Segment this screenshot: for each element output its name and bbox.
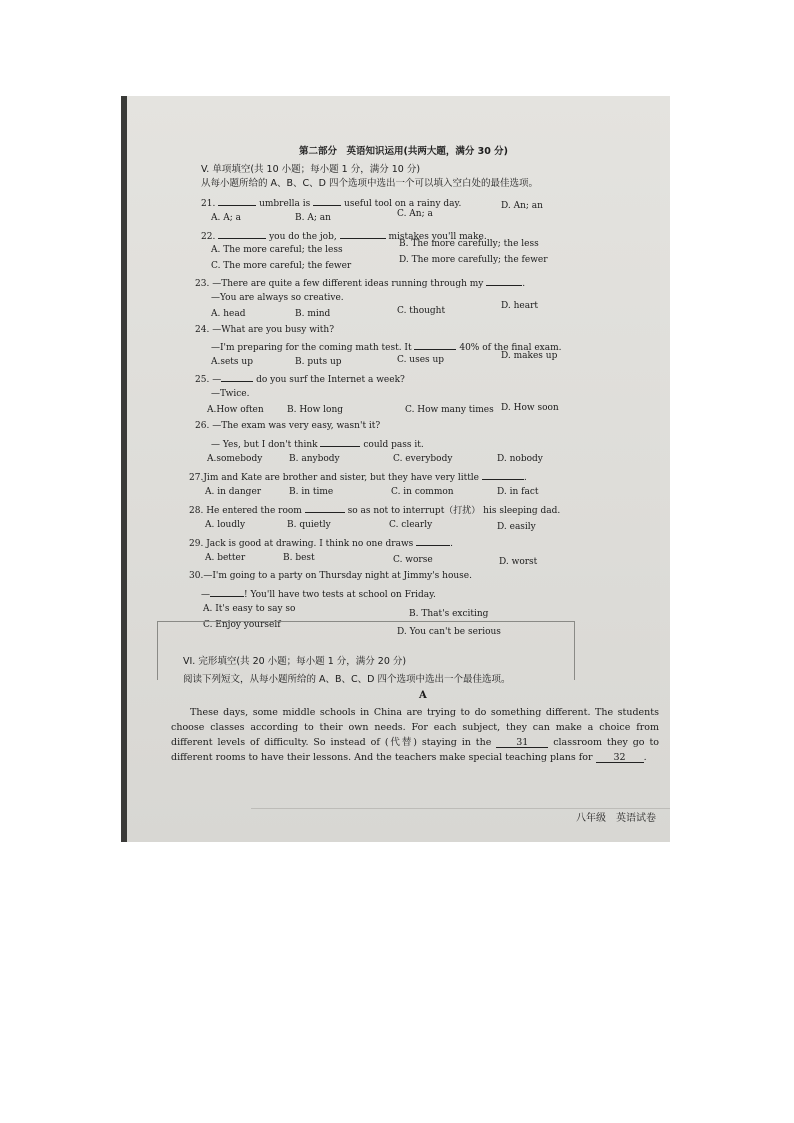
- option: C. everybody: [393, 454, 453, 464]
- option: C. How many times: [405, 405, 494, 415]
- option: D. heart: [501, 301, 539, 311]
- answer-blank: [320, 437, 360, 447]
- question-30: 30.—I'm going to a party on Thursday night at Jimmy's house.: [189, 571, 472, 581]
- answer-blank: [305, 503, 345, 513]
- cloze-blank-32: 32: [596, 750, 644, 763]
- option: A. The more careful; the less: [211, 245, 343, 255]
- answer-blank: [313, 196, 341, 206]
- cloze-blank-31: 31: [496, 735, 548, 748]
- section5-instruction: 从每小题所给的 A、B、C、D 四个选项中选出一个可以填入空白处的最佳选项。: [201, 178, 539, 189]
- question-24: 24. —What are you busy with?: [195, 325, 335, 335]
- option: C. uses up: [397, 355, 445, 365]
- option: C. Enjoy yourself: [203, 620, 281, 630]
- answer-blank: [414, 340, 456, 350]
- option: A. It's easy to say so: [203, 604, 296, 614]
- option: D. easily: [497, 522, 536, 532]
- answer-blank: [416, 536, 450, 546]
- question-25-reply: —Twice.: [211, 389, 250, 399]
- option: B. in time: [289, 487, 334, 497]
- question-27: 27.Jim and Kate are brother and sister, but they have very little .: [189, 470, 527, 484]
- answer-blank: [218, 229, 266, 239]
- question-24-reply: —I'm preparing for the coming math test. It 40% of the final exam.: [211, 340, 562, 354]
- question-25: 25. — do you surf the Internet a week?: [195, 372, 405, 386]
- option: D. worst: [499, 557, 538, 567]
- option: C. An; a: [397, 209, 433, 219]
- question-30-reply: — ! You'll have two tests at school on Friday.: [201, 587, 436, 601]
- option: A. in danger: [205, 487, 262, 497]
- option: A. better: [205, 553, 246, 563]
- photo-shadow-edge: [121, 96, 127, 842]
- question-26: 26. —The exam was very easy, wasn't it?: [195, 421, 381, 431]
- page-frame-box: [157, 621, 575, 680]
- option: C. worse: [393, 555, 433, 565]
- option: D. An; an: [501, 201, 543, 211]
- option: A. head: [211, 309, 246, 319]
- option: B. The more carefully; the less: [399, 239, 539, 249]
- section6-instruction: 阅读下列短文，从每小题所给的 A、B、C、D 四个选项中选出一个最佳选项。: [183, 674, 511, 685]
- option: C. clearly: [389, 520, 433, 530]
- section5-title: V. 单项填空(共 10 小题；每小题 1 分，满分 10 分): [201, 164, 421, 175]
- option: B. That's exciting: [409, 609, 489, 619]
- option: A. loudly: [205, 520, 246, 530]
- option: A.How often: [207, 405, 264, 415]
- option: D. makes up: [501, 351, 558, 361]
- question-23-reply: —You are always so creative.: [211, 293, 344, 303]
- question-22: 22. you do the job, mistakes you'll make.: [201, 229, 487, 243]
- answer-blank: [340, 229, 386, 239]
- option: B. A; an: [295, 213, 331, 223]
- page-footer: 八年级 英语试卷: [576, 813, 656, 824]
- question-29: 29. Jack is good at drawing. I think no one draws .: [189, 536, 453, 550]
- option: C. thought: [397, 306, 446, 316]
- section6-title: VI. 完形填空(共 20 小题；每小题 1 分，满分 20 分): [183, 656, 407, 667]
- option: C. The more careful; the fewer: [211, 261, 352, 271]
- option: A. A; a: [211, 213, 241, 223]
- option: D. You can't be serious: [397, 627, 501, 637]
- option: A.somebody: [207, 454, 263, 464]
- part-title: 第二部分 英语知识运用(共两大题，满分 30 分): [299, 146, 509, 157]
- answer-blank: [221, 372, 253, 382]
- cloze-passage: These days, some middle schools in China are trying to do something different. The students choose classes according to their own needs. For each subject, they can make a choice from different levels of difficulty. So instead of (代替) staying in the 31 classroom they go to different rooms to have their lessons. And the teachers make special teaching plans for 32 .: [171, 707, 659, 763]
- option: B. quietly: [287, 520, 331, 530]
- option: D. in fact: [497, 487, 539, 497]
- option: C. in common: [391, 487, 454, 497]
- question-23: 23. —There are quite a few different ideas running through my .: [195, 276, 525, 290]
- option: D. The more carefully; the fewer: [399, 255, 548, 265]
- passage-marker: A: [419, 690, 427, 701]
- answer-blank: [218, 196, 256, 206]
- option: B. puts up: [295, 357, 342, 367]
- option: B. mind: [295, 309, 331, 319]
- answer-blank: [486, 276, 522, 286]
- question-21: 21. umbrella is useful tool on a rainy day.: [201, 196, 461, 210]
- answer-blank: [210, 587, 244, 597]
- option: B. best: [283, 553, 315, 563]
- exam-photo: [121, 96, 670, 842]
- option: D. How soon: [501, 403, 559, 413]
- question-26-reply: — Yes, but I don't think could pass it.: [211, 437, 424, 451]
- question-28: 28. He entered the room so as not to interrupt（打扰） his sleeping dad.: [189, 503, 560, 517]
- option: A.sets up: [211, 357, 253, 367]
- option: B. How long: [287, 405, 344, 415]
- answer-blank: [482, 470, 524, 480]
- option: D. nobody: [497, 454, 543, 464]
- option: B. anybody: [289, 454, 340, 464]
